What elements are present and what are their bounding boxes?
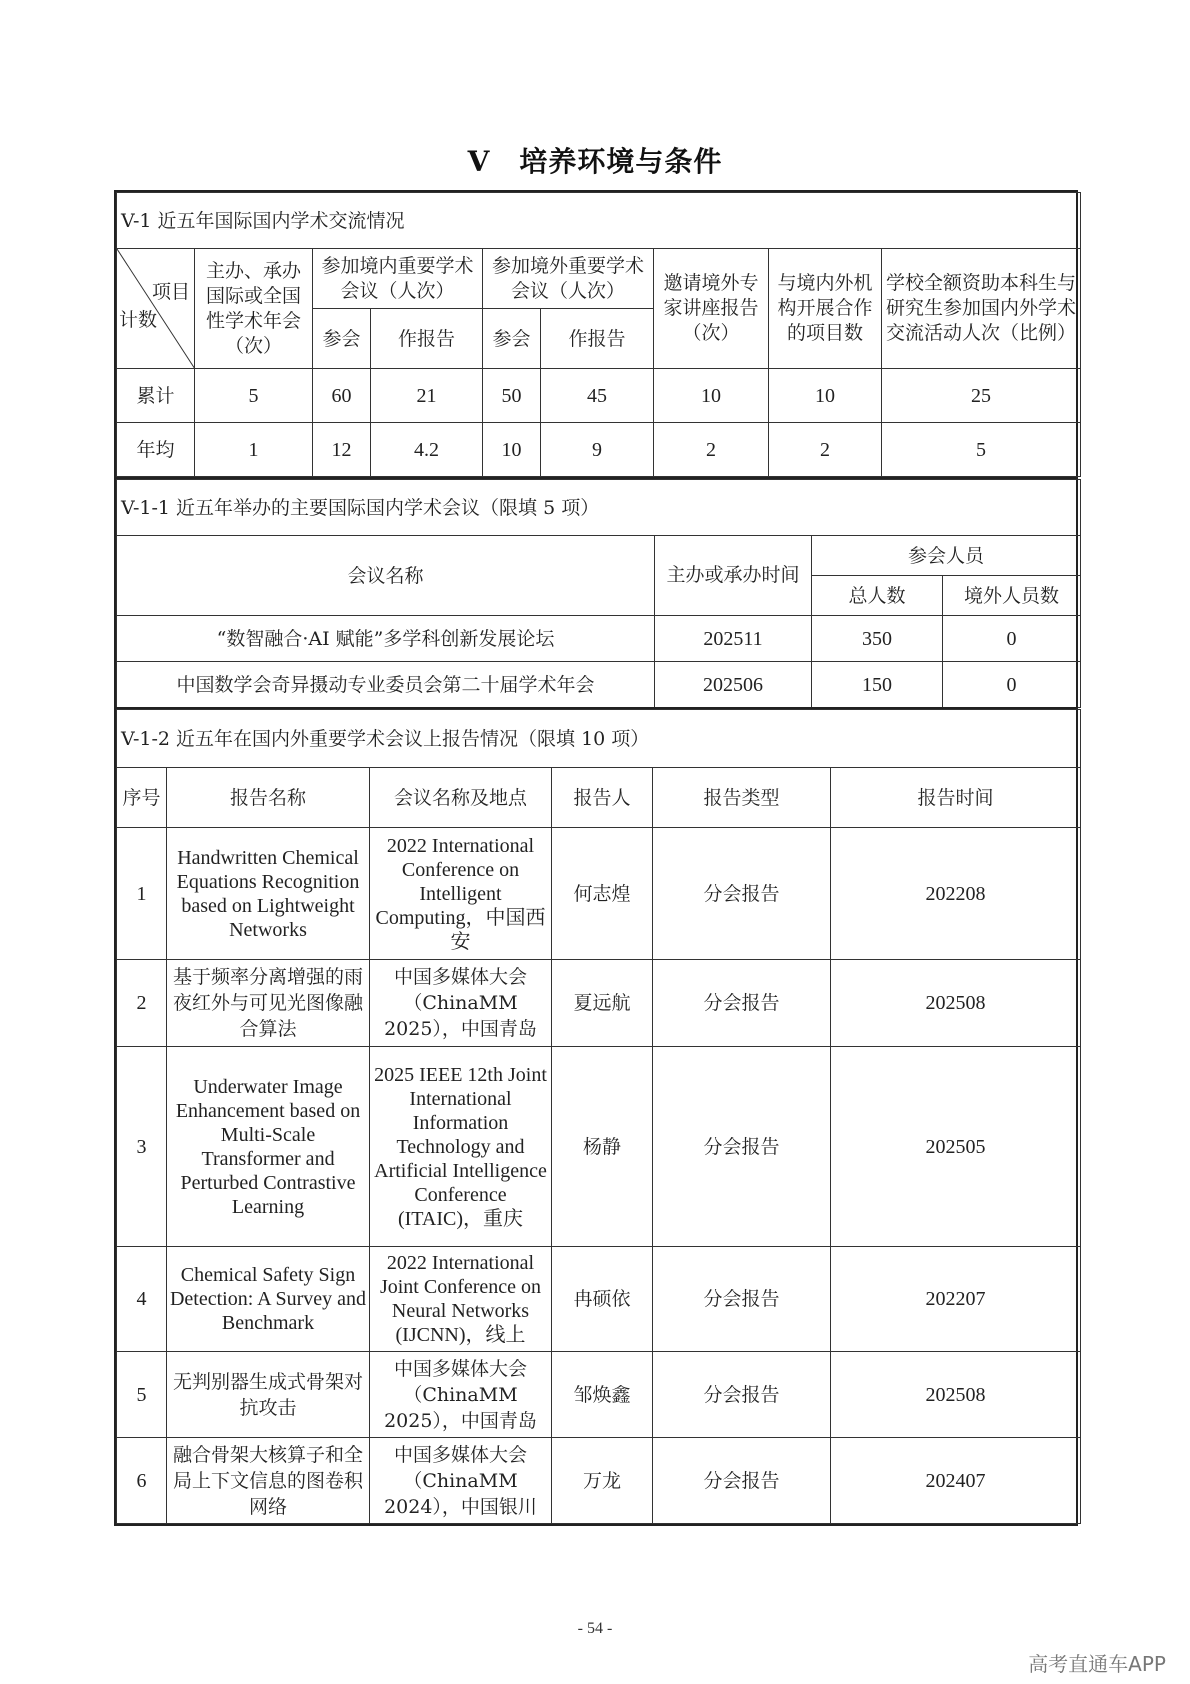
conf-place: 2025 IEEE 12th Joint International Information Technology and Artificial Intelligence Conference (ITAIC)，重庆 [370, 1047, 552, 1247]
conf-foreign: 0 [943, 662, 1081, 708]
cell: 4.2 [371, 423, 483, 477]
conf-time: 202506 [655, 662, 812, 708]
conf-name: “数智融合·AI 赋能”多学科创新发展论坛 [117, 616, 655, 662]
watermark: 高考直通车APP [1028, 1652, 1166, 1676]
row-no: 5 [117, 1352, 167, 1438]
cell: 2 [769, 423, 882, 477]
conf-place: 中国多媒体大会（ChinaMM 2025），中国青岛 [370, 1352, 552, 1438]
conf-place: 中国多媒体大会（ChinaMM 2025），中国青岛 [370, 960, 552, 1047]
col-invite: 邀请境外专家讲座报告（次） [654, 249, 769, 369]
row-no: 3 [117, 1047, 167, 1247]
row-label: 年均 [117, 423, 195, 477]
cell: 1 [195, 423, 313, 477]
table-row [117, 662, 1081, 708]
table-row [117, 1352, 1081, 1438]
cell: 5 [882, 423, 1081, 477]
report-type: 分会报告 [653, 1047, 831, 1247]
report-title: 基于频率分离增强的雨夜红外与可见光图像融合算法 [167, 960, 370, 1047]
col-no: 序号 [117, 768, 167, 828]
cell: 10 [654, 369, 769, 423]
row-no: 6 [117, 1438, 167, 1524]
report-title: Chemical Safety Sign Detection: A Survey and Benchmark [167, 1247, 370, 1352]
conf-foreign: 0 [943, 616, 1081, 662]
row-no: 2 [117, 960, 167, 1047]
speaker: 邹焕鑫 [552, 1352, 653, 1438]
cell: 12 [313, 423, 371, 477]
report-type: 分会报告 [653, 1352, 831, 1438]
report-type: 分会报告 [653, 1438, 831, 1524]
v1-1-table [116, 479, 1081, 708]
sub-foreign-report: 作报告 [541, 309, 654, 369]
section-v1-2 [114, 707, 1078, 1526]
col-report-type: 报告类型 [653, 768, 831, 828]
conf-place: 中国多媒体大会（ChinaMM 2024），中国银川 [370, 1438, 552, 1524]
sub-foreign-count: 境外人员数 [943, 576, 1081, 616]
v1-table [116, 192, 1081, 477]
col-domestic: 参加境内重要学术会议（人次） [313, 249, 483, 309]
row-no: 4 [117, 1247, 167, 1352]
row-no: 1 [117, 828, 167, 960]
cell: 2 [654, 423, 769, 477]
diagonal-header-cell [117, 249, 195, 369]
report-time: 202508 [831, 1352, 1081, 1438]
table-row [117, 616, 1081, 662]
report-time: 202208 [831, 828, 1081, 960]
report-title: Handwritten Chemical Equations Recognition based on Lightweight Networks [167, 828, 370, 960]
sub-foreign-attend: 参会 [483, 309, 541, 369]
report-type: 分会报告 [653, 828, 831, 960]
col-report-title: 报告名称 [167, 768, 370, 828]
sub-total: 总人数 [812, 576, 943, 616]
sub-domestic-attend: 参会 [313, 309, 371, 369]
v1-2-title: V-1-2 近五年在国内外重要学术会议上报告情况（限填 10 项） [117, 710, 1081, 768]
conf-place: 2022 International Joint Conference on Neural Networks (IJCNN)，线上 [370, 1247, 552, 1352]
report-type: 分会报告 [653, 1247, 831, 1352]
diag-top-label: 项目 [151, 281, 190, 303]
cell: 21 [371, 369, 483, 423]
report-title: 融合骨架大核算子和全局上下文信息的图卷积网络 [167, 1438, 370, 1524]
v1-2-table [116, 709, 1081, 1524]
v1-1-title: V-1-1 近五年举办的主要国际国内学术会议（限填 5 项） [117, 480, 1081, 536]
col-conf-place: 会议名称及地点 [370, 768, 552, 828]
v1-1-note: （限填 5 项） [480, 496, 600, 519]
diag-bottom-label: 计数 [119, 309, 158, 331]
report-time: 202207 [831, 1247, 1081, 1352]
cell: 5 [195, 369, 313, 423]
conf-total: 350 [812, 616, 943, 662]
v1-2-note: （限填 10 项） [518, 727, 650, 750]
table-row [117, 369, 1081, 423]
col-coop: 与境内外机构开展合作的项目数 [769, 249, 882, 369]
table-row [117, 828, 1081, 960]
table-row [117, 1247, 1081, 1352]
report-title: Underwater Image Enhancement based on Multi-Scale Transformer and Perturbed Contrastive Learning [167, 1047, 370, 1247]
col-report-time: 报告时间 [831, 768, 1081, 828]
conf-total: 150 [812, 662, 943, 708]
cell: 25 [882, 369, 1081, 423]
sub-domestic-report: 作报告 [371, 309, 483, 369]
speaker: 夏远航 [552, 960, 653, 1047]
page-number: - 54 - [577, 1620, 613, 1637]
col-host-time: 主办或承办时间 [655, 536, 812, 616]
report-time: 202407 [831, 1438, 1081, 1524]
cell: 9 [541, 423, 654, 477]
speaker: 冉硕依 [552, 1247, 653, 1352]
report-title: 无判别器生成式骨架对抗攻击 [167, 1352, 370, 1438]
report-type: 分会报告 [653, 960, 831, 1047]
conf-time: 202511 [655, 616, 812, 662]
col-host: 主办、承办国际或全国性学术年会（次） [195, 249, 313, 369]
section-v1-1 [114, 477, 1078, 710]
conf-name: 中国数学会奇异摄动专业委员会第二十届学术年会 [117, 662, 655, 708]
cell: 10 [769, 369, 882, 423]
col-fund: 学校全额资助本科生与研究生参加国内外学术交流活动人次（比例） [882, 249, 1081, 369]
cell: 60 [313, 369, 371, 423]
table-row [117, 960, 1081, 1047]
table-row [117, 423, 1081, 477]
speaker: 杨静 [552, 1047, 653, 1247]
col-participants: 参会人员 [812, 536, 1081, 576]
speaker: 何志煌 [552, 828, 653, 960]
col-speaker: 报告人 [552, 768, 653, 828]
cell: 10 [483, 423, 541, 477]
row-label: 累计 [117, 369, 195, 423]
page-title: V 培养环境与条件 [467, 145, 723, 178]
cell: 45 [541, 369, 654, 423]
table-row [117, 1438, 1081, 1524]
cell: 50 [483, 369, 541, 423]
table-row [117, 1047, 1081, 1247]
v1-title: V-1 近五年国际国内学术交流情况 [117, 193, 1081, 249]
report-time: 202505 [831, 1047, 1081, 1247]
col-conf-name: 会议名称 [117, 536, 655, 616]
section-v1 [114, 190, 1078, 479]
conf-place: 2022 International Conference on Intelligent Computing，中国西安 [370, 828, 552, 960]
speaker: 万龙 [552, 1438, 653, 1524]
col-foreign: 参加境外重要学术会议（人次） [483, 249, 654, 309]
report-time: 202508 [831, 960, 1081, 1047]
